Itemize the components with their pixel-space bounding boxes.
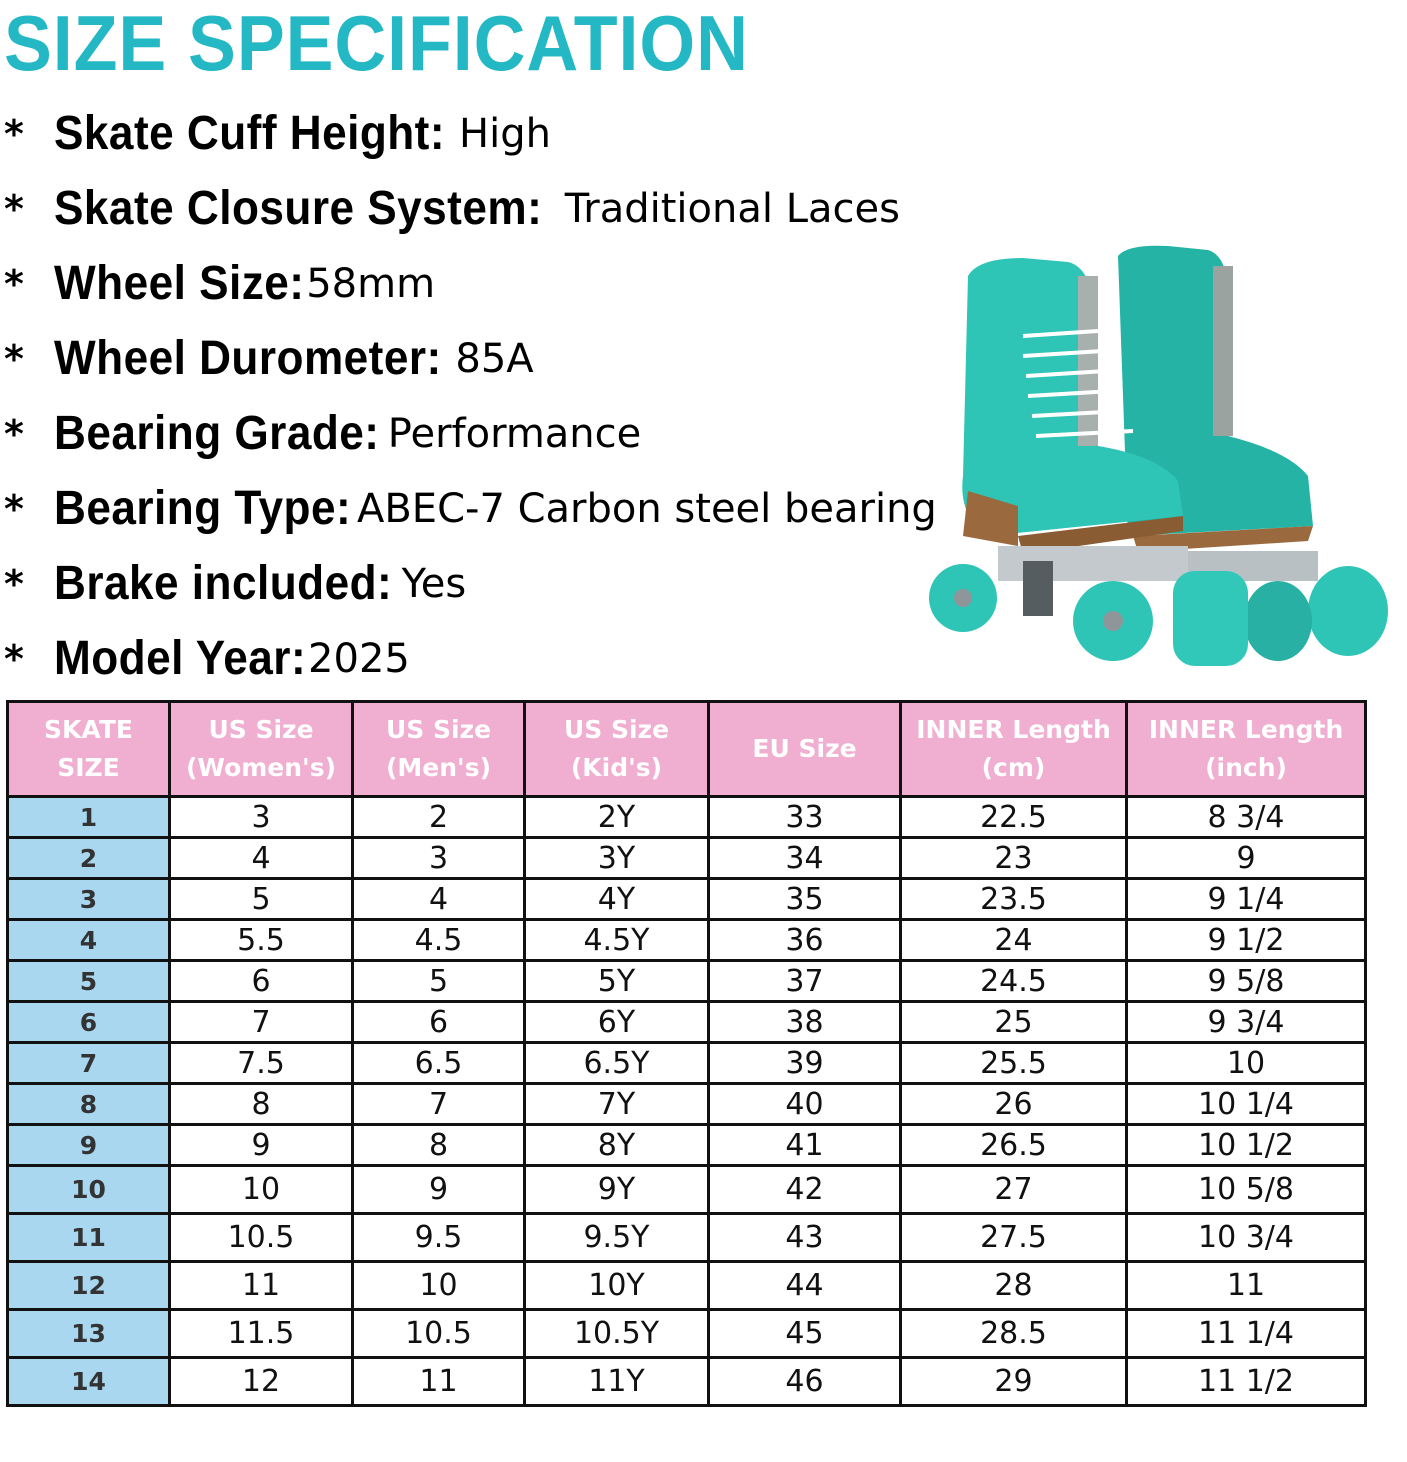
table-cell: 28.5 (901, 1310, 1127, 1358)
table-row (8, 879, 1366, 920)
spec-item-wheel-size (0, 246, 980, 321)
bullet-star: * (4, 486, 24, 531)
table-cell: 27 (901, 1166, 1127, 1214)
back-skate (1118, 246, 1388, 661)
table-cell: 9 5/8 (1127, 961, 1366, 1002)
table-cell: 8 3/4 (1127, 797, 1366, 838)
table-cell: 11 1/2 (1127, 1358, 1366, 1406)
skate-size-cell: 12 (8, 1262, 170, 1310)
table-cell: 5.5 (170, 920, 353, 961)
spec-value: 58mm (306, 260, 436, 307)
spec-label: Bearing Grade: (54, 407, 380, 460)
spec-value: Performance (387, 410, 642, 457)
table-cell: 43 (709, 1214, 901, 1262)
spec-list (0, 96, 980, 696)
table-cell: 10.5Y (525, 1310, 709, 1358)
bullet-star: * (4, 186, 24, 231)
skate-size-cell: 3 (8, 879, 170, 920)
table-cell: 10 1/2 (1127, 1125, 1366, 1166)
table-row (8, 1125, 1366, 1166)
table-cell: 4Y (525, 879, 709, 920)
spec-label: Wheel Durometer: (54, 332, 442, 385)
spec-item-cuff-height (0, 96, 980, 171)
table-cell: 36 (709, 920, 901, 961)
table-row (8, 797, 1366, 838)
table-cell: 10.5 (170, 1214, 353, 1262)
table-cell: 11 (1127, 1262, 1366, 1310)
table-cell: 28 (901, 1262, 1127, 1310)
table-cell: 11Y (525, 1358, 709, 1406)
table-cell: 26 (901, 1084, 1127, 1125)
table-cell: 9.5Y (525, 1214, 709, 1262)
table-row (8, 1002, 1366, 1043)
table-cell: 33 (709, 797, 901, 838)
table-cell: 2 (353, 797, 525, 838)
table-cell: 9.5 (353, 1214, 525, 1262)
table-cell: 4.5Y (525, 920, 709, 961)
table-cell: 42 (709, 1166, 901, 1214)
header-inner-cm: INNER Length (cm) (901, 702, 1127, 797)
table-cell: 27.5 (901, 1214, 1127, 1262)
skate-size-cell: 7 (8, 1043, 170, 1084)
table-cell: 10 (353, 1262, 525, 1310)
table-cell: 24 (901, 920, 1127, 961)
bullet-star: * (4, 636, 24, 681)
spec-label: Model Year: (54, 632, 307, 685)
table-cell: 6.5 (353, 1043, 525, 1084)
table-cell: 3 (170, 797, 353, 838)
bullet-star: * (4, 411, 24, 456)
table-row (8, 1358, 1366, 1406)
spec-item-brake-included (0, 546, 980, 621)
table-cell: 10 3/4 (1127, 1214, 1366, 1262)
table-cell: 24.5 (901, 961, 1127, 1002)
header-eu-size: EU Size (709, 702, 901, 797)
table-cell: 10 (1127, 1043, 1366, 1084)
table-cell: 39 (709, 1043, 901, 1084)
table-cell: 9Y (525, 1166, 709, 1214)
table-cell: 10.5 (353, 1310, 525, 1358)
skate-size-cell: 6 (8, 1002, 170, 1043)
bullet-star: * (4, 111, 24, 156)
table-cell: 8Y (525, 1125, 709, 1166)
table-cell: 6 (353, 1002, 525, 1043)
table-cell: 6.5Y (525, 1043, 709, 1084)
spec-value: ABEC-7 Carbon steel bearing (357, 485, 937, 532)
table-row (8, 1084, 1366, 1125)
table-row (8, 1310, 1366, 1358)
header-us-men: US Size (Men's) (353, 702, 525, 797)
spec-label: Skate Closure System: (54, 182, 543, 235)
table-cell: 3 (353, 838, 525, 879)
spec-value: Traditional Laces (564, 185, 900, 232)
table-cell: 41 (709, 1125, 901, 1166)
skate-size-cell: 13 (8, 1310, 170, 1358)
spec-item-model-year (0, 621, 980, 696)
table-cell: 5 (353, 961, 525, 1002)
table-cell: 45 (709, 1310, 901, 1358)
table-cell: 23.5 (901, 879, 1127, 920)
table-row (8, 1166, 1366, 1214)
table-cell: 9 (353, 1166, 525, 1214)
table-cell: 7 (170, 1002, 353, 1043)
table-cell: 6Y (525, 1002, 709, 1043)
spec-label: Wheel Size: (54, 257, 305, 310)
roller-skates-image (928, 236, 1406, 688)
table-cell: 7 (353, 1084, 525, 1125)
table-cell: 12 (170, 1358, 353, 1406)
spec-item-closure-system (0, 171, 980, 246)
table-cell: 22.5 (901, 797, 1127, 838)
table-cell: 40 (709, 1084, 901, 1125)
spec-item-bearing-grade (0, 396, 980, 471)
table-cell: 38 (709, 1002, 901, 1043)
header-us-kid: US Size (Kid's) (525, 702, 709, 797)
table-cell: 11 1/4 (1127, 1310, 1366, 1358)
table-cell: 37 (709, 961, 901, 1002)
skate-size-cell: 10 (8, 1166, 170, 1214)
table-cell: 3Y (525, 838, 709, 879)
table-row (8, 1214, 1366, 1262)
table-cell: 25.5 (901, 1043, 1127, 1084)
table-row (8, 920, 1366, 961)
skate-size-cell: 8 (8, 1084, 170, 1125)
skate-size-cell: 1 (8, 797, 170, 838)
size-chart-table (6, 700, 1367, 1407)
table-cell: 11.5 (170, 1310, 353, 1358)
spec-label: Brake included: (54, 557, 393, 610)
table-cell: 9 (1127, 838, 1366, 879)
table-cell: 46 (709, 1358, 901, 1406)
table-cell: 11 (353, 1358, 525, 1406)
header-us-women: US Size (Women's) (170, 702, 353, 797)
spec-item-wheel-durometer (0, 321, 980, 396)
table-cell: 8 (170, 1084, 353, 1125)
spec-label: Bearing Type: (54, 482, 352, 535)
table-row (8, 961, 1366, 1002)
table-cell: 10 1/4 (1127, 1084, 1366, 1125)
table-cell: 10Y (525, 1262, 709, 1310)
table-cell: 35 (709, 879, 901, 920)
table-header-row (8, 702, 1366, 797)
spec-value: Yes (401, 560, 467, 607)
spec-value: High (459, 110, 551, 157)
table-cell: 23 (901, 838, 1127, 879)
skate-size-cell: 2 (8, 838, 170, 879)
table-cell: 29 (901, 1358, 1127, 1406)
header-skate-size: SKATE SIZE (8, 702, 170, 797)
table-cell: 4.5 (353, 920, 525, 961)
spec-item-bearing-type (0, 471, 980, 546)
table-cell: 10 5/8 (1127, 1166, 1366, 1214)
spec-value: 85A (455, 335, 534, 382)
table-cell: 8 (353, 1125, 525, 1166)
table-cell: 10 (170, 1166, 353, 1214)
table-cell: 44 (709, 1262, 901, 1310)
bullet-star: * (4, 261, 24, 306)
table-cell: 26.5 (901, 1125, 1127, 1166)
table-cell: 9 1/2 (1127, 920, 1366, 961)
skate-size-cell: 5 (8, 961, 170, 1002)
table-row (8, 838, 1366, 879)
skate-size-cell: 14 (8, 1358, 170, 1406)
table-cell: 7Y (525, 1084, 709, 1125)
skate-size-cell: 11 (8, 1214, 170, 1262)
table-cell: 9 (170, 1125, 353, 1166)
table-cell: 5 (170, 879, 353, 920)
page-title: SIZE SPECIFICATION (4, 0, 749, 87)
table-cell: 9 3/4 (1127, 1002, 1366, 1043)
table-cell: 6 (170, 961, 353, 1002)
bullet-star: * (4, 561, 24, 606)
table-row (8, 1043, 1366, 1084)
table-cell: 2Y (525, 797, 709, 838)
spec-label: Skate Cuff Height: (54, 107, 446, 160)
skate-size-cell: 4 (8, 920, 170, 961)
table-cell: 25 (901, 1002, 1127, 1043)
table-cell: 7.5 (170, 1043, 353, 1084)
table-cell: 34 (709, 838, 901, 879)
table-cell: 4 (170, 838, 353, 879)
table-row (8, 1262, 1366, 1310)
bullet-star: * (4, 336, 24, 381)
table-cell: 4 (353, 879, 525, 920)
table-cell: 5Y (525, 961, 709, 1002)
spec-value: 2025 (308, 635, 410, 682)
table-cell: 9 1/4 (1127, 879, 1366, 920)
table-cell: 11 (170, 1262, 353, 1310)
header-inner-inch: INNER Length (inch) (1127, 702, 1366, 797)
skate-size-cell: 9 (8, 1125, 170, 1166)
